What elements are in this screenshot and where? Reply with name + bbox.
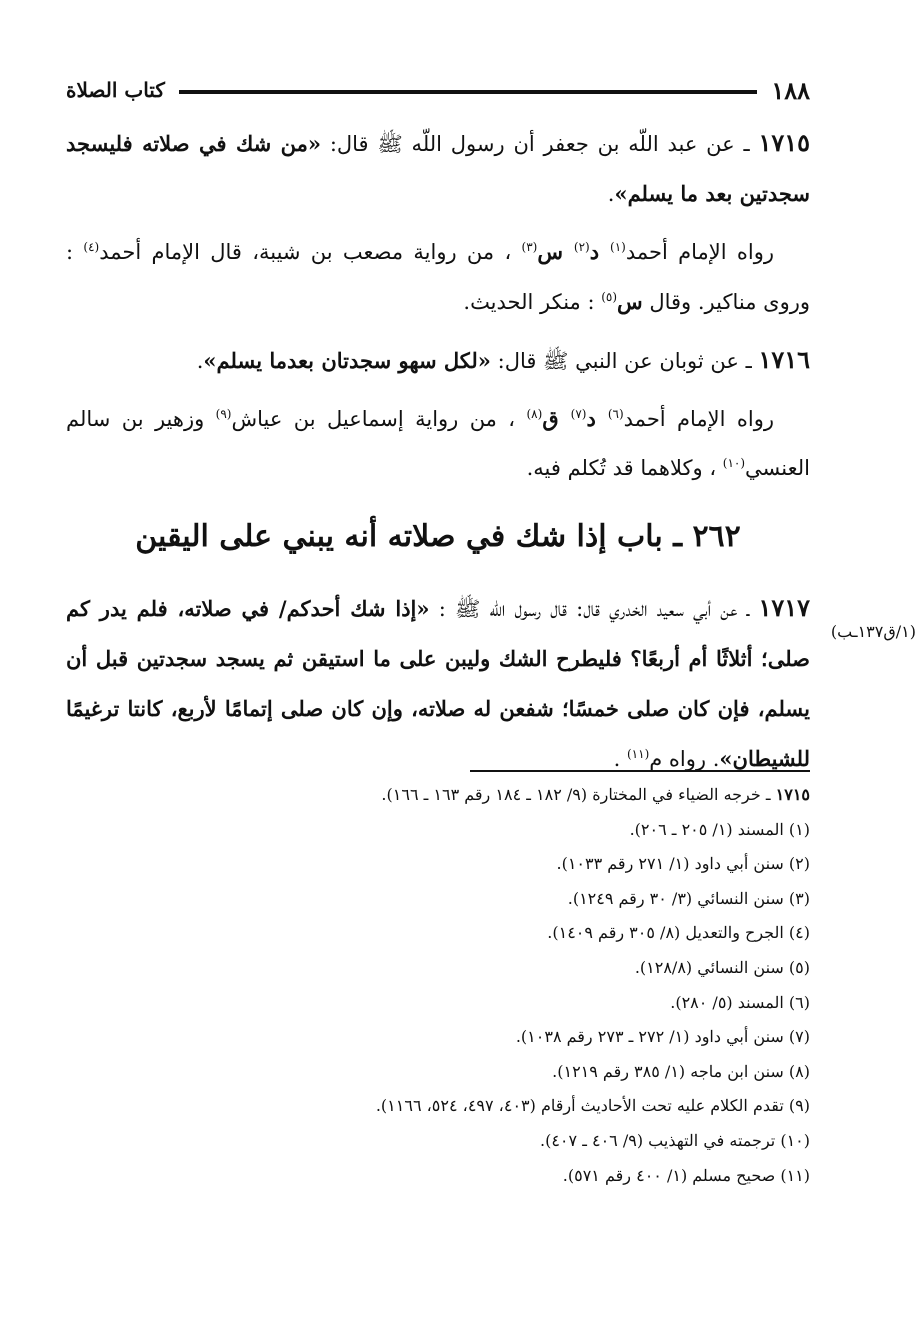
footnote-ref: (٨) — [526, 407, 543, 421]
footnote-ref: (٩) — [215, 407, 232, 421]
footnote-text: صحيح مسلم (١/ ٤٠٠ رقم ٥٧١). — [562, 1165, 781, 1185]
hadith-number: ١٧١٥ — [758, 128, 810, 157]
book-title: كتاب الصلاة — [66, 78, 165, 102]
footnote-text: ترجمته في التهذيب (٩/ ٤٠٦ ـ ٤٠٧). — [540, 1130, 781, 1150]
footnote-item — [150, 1020, 810, 1055]
source-abbrev: د — [589, 239, 611, 264]
source-abbrev: س — [617, 289, 643, 314]
narration-text: رواه الإمام أحمد — [625, 240, 774, 264]
footnote-text: سنن النسائي (٣/ ٣٠ رقم ١٢٤٩). — [567, 888, 789, 908]
footnotes — [150, 778, 810, 1193]
footnote-ref: (٥) — [601, 290, 618, 304]
footnote-ref: (١١) — [626, 747, 650, 761]
narration-text: . رواه م — [649, 747, 720, 771]
footnote-text: المسند (٥/ ٢٨٠). — [670, 992, 789, 1012]
footnote-text: ـ خرجه الضياء في المختارة (٩/ ١٨٢ ـ ١٨٤ رقم ١٦٣ ـ ١٦٦). — [381, 785, 776, 804]
source-abbrev: س — [537, 239, 574, 264]
narration-text: ، وكلاهما قد تُكلم فيه. — [526, 456, 723, 480]
footnote-text: سنن النسائي (١٢٨/٨). — [634, 957, 789, 977]
footnote-text: سنن أبي داود (١/ ٢٧٢ ـ ٢٧٣ رقم ١٠٣٨). — [515, 1027, 789, 1047]
hadith-number: ١٧١٦ — [758, 345, 810, 374]
hadith-end: . — [607, 182, 615, 206]
page-number: ١٨٨ — [771, 75, 810, 105]
footnote-text: الجرح والتعديل (٨/ ٣٠٥ رقم ١٤٠٩). — [547, 923, 789, 943]
footnote-item — [150, 1124, 810, 1159]
hadith-1717 — [66, 583, 810, 784]
footnote-text: سنن ابن ماجه (١/ ٣٨٥ رقم ١٢١٩). — [552, 1061, 789, 1081]
narration-1715 — [66, 227, 810, 327]
footnote-item — [150, 916, 810, 951]
footnote-text: سنن أبي داود (١/ ٢٧١ رقم ١٠٣٣). — [556, 854, 789, 874]
footnote-rule — [470, 770, 810, 772]
narration-text: رواه الإمام أحمد — [623, 407, 774, 431]
footnote-item — [150, 986, 810, 1021]
footnote-number: (٥) — [788, 957, 810, 977]
chapter-heading: ٢٦٢ ـ باب إذا شك في صلاته أنه يبني على اليقين — [135, 519, 741, 554]
source-abbrev: د — [586, 406, 608, 431]
main-text — [66, 118, 810, 792]
source-abbrev: ق — [542, 406, 571, 431]
footnote-ref: (١) — [610, 240, 626, 254]
running-header — [66, 70, 810, 110]
footnote-number: (٦) — [788, 992, 810, 1012]
footnote-number: (٢) — [788, 854, 810, 874]
footnote-number: ١٧١٥ — [775, 785, 810, 804]
hadith-intro: ـ عن ثوبان عن النبي ﷺ قال: — [490, 349, 759, 373]
footnote-item — [150, 1089, 810, 1124]
footnote-number: (٧) — [788, 1027, 810, 1047]
footnote-item — [150, 847, 810, 882]
footnote-number: (١١) — [780, 1165, 810, 1185]
footnote-item — [150, 1159, 810, 1194]
footnote-item — [150, 813, 810, 848]
footnote-text: تقدم الكلام عليه تحت الأحاديث أرقام (٤٠٣، ٤٩٧، ٥٢٤، ١١٦٦). — [375, 1096, 789, 1116]
narration-1716 — [66, 394, 810, 493]
footnote-ref: (٦) — [607, 407, 624, 421]
header-rule — [179, 90, 757, 94]
hadith-1715 — [66, 118, 810, 219]
footnote-number: (٨) — [788, 1061, 810, 1081]
footnote-text: المسند (١/ ٢٠٥ ـ ٢٠٦). — [629, 819, 789, 839]
narration-text: ، من رواية مصعب بن شيبة، قال الإمام أحمد — [99, 240, 522, 264]
footnote-ref: (٢) — [573, 240, 590, 254]
footnote-item — [150, 1055, 810, 1090]
hadith-intro: ـ عن عبد اللّه بن جعفر أن رسول اللّه ﷺ قال: — [321, 132, 759, 156]
hadith-quote: «لكل سهو سجدتان بعدما يسلم» — [203, 348, 491, 373]
hadith-end: . — [196, 349, 204, 373]
hadith-intro: ـ عن أبي سعيد الخدري قال: قال رسول اللّه ﷺ : — [429, 597, 759, 621]
footnote-number: (٩) — [788, 1096, 810, 1116]
footnote-item — [150, 882, 810, 917]
hadith-quote: «من شك في صلاته فليسجد سجدتين بعد ما يسلم» — [66, 131, 810, 206]
footnote-item — [150, 778, 810, 813]
hadith-1716 — [66, 335, 810, 386]
footnote-number: (١٠) — [780, 1130, 810, 1150]
hadith-end: . — [613, 747, 627, 771]
narration-text: : وروى مناكير. وقال — [66, 240, 810, 314]
narration-text: وزهير بن سالم العنسي — [66, 407, 810, 480]
footnote-ref: (٣) — [521, 240, 538, 254]
footnote-ref: (١٠) — [722, 456, 746, 470]
footnote-item — [150, 951, 810, 986]
footnote-number: (١) — [788, 819, 810, 839]
manuscript-margin-note: (١/ق١٣٧ـب) — [830, 622, 916, 641]
footnote-number: (٤) — [788, 923, 810, 943]
footnote-number: (٣) — [788, 888, 810, 908]
narration-text: : منكر الحديث. — [463, 290, 602, 314]
narration-text: ، من رواية إسماعيل بن عياش — [231, 407, 527, 431]
hadith-quote: «إذا شك أحدكم/ في صلاته، فلم يدر كم صلى؛ أثلاثًا أم أربعًا؟ فليطرح الشك وليبن على ما استيقن ثم يسجد سجدتين قبل أن يسلم، فإن كان صلى خمسًا؛ شفعن له صلاته، وإن كان صلى إتمامًا لأربع، كانتا ترغيمًا للشيطان» — [66, 596, 810, 771]
footnote-ref: (٤) — [83, 240, 100, 254]
hadith-number: ١٧١٧ — [758, 593, 810, 622]
footnote-ref: (٧) — [570, 407, 587, 421]
